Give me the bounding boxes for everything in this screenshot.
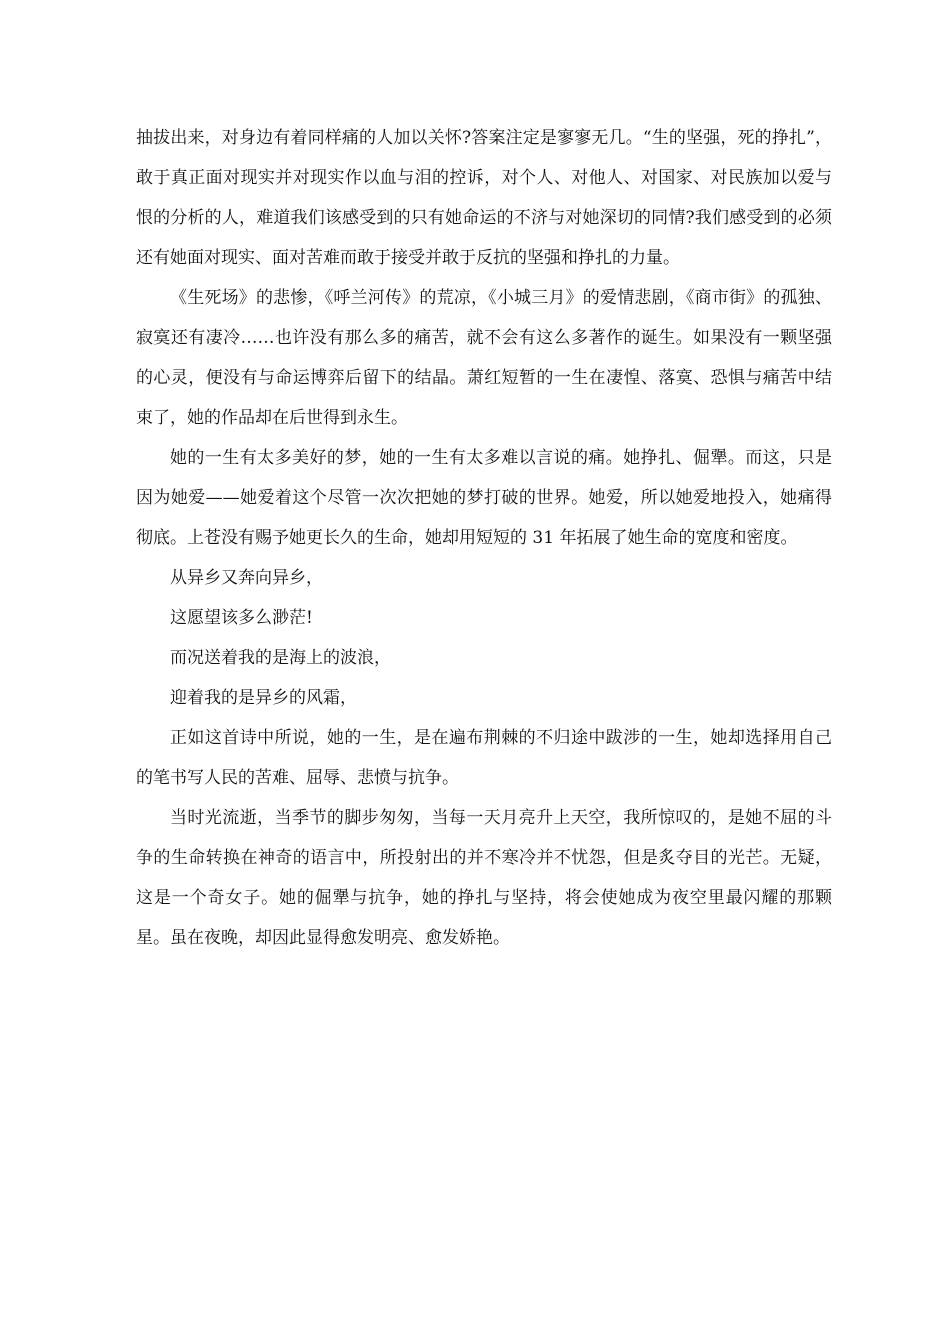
document-body xyxy=(136,118,832,958)
paragraph-poem-comment: 正如这首诗中所说，她的一生，是在遍布荆棘的不归途中跋涉的一生，她却选择用自己的笔书写人民的苦难、屈辱、悲愤与抗争。 xyxy=(136,728,832,788)
paragraph-conclusion: 当时光流逝，当季节的脚步匆匆，当每一天月亮升上天空，我所惊叹的，是她不屈的斗争的生命转换在神奇的语言中，所投射出的并不寒冷并不忧怨，但是炙夺目的光芒。无疑，这是一个奇女子。她的倔犟与抗争，她的挣扎与坚持，将会使她成为夜空里最闪耀的那颗星。虽在夜晚，却因此显得愈发明亮、愈发娇艳。 xyxy=(136,808,832,948)
paragraph-works: 《生死场》的悲惨，《呼兰河传》的荒凉，《小城三月》的爱情悲剧，《商市街》的孤独、寂寞还有凄冷……也许没有那么多的痛苦，就不会有这么多著作的诞生。如果没有一颗坚强的心灵，便没有与命运博弈后留下的结晶。萧红短暂的一生在凄惶、落寞、恐惧与痛苦中结束了，她的作品却在后世得到永生。 xyxy=(136,288,832,428)
poem-line-3: 而况送着我的是海上的波浪， xyxy=(170,648,391,668)
poem-line-2: 这愿望该多么渺茫! xyxy=(170,608,313,628)
paragraph-continuation: 抽拔出来，对身边有着同样痛的人加以关怀?答案注定是寥寥无几。“生的坚强，死的挣扎”，敢于真正面对现实并对现实作以血与泪的控诉，对个人、对他人、对国家、对民族加以爱与恨的分析的人，难道我们该感受到的只有她命运的不济与对她深切的同情?我们感受到的必须还有她面对现实、面对苦难而敢于接受并敢于反抗的坚强和挣扎的力量。 xyxy=(136,128,832,268)
paragraph-dreams: 她的一生有太多美好的梦，她的一生有太多难以言说的痛。她挣扎、倔犟。而这，只是因为她爱——她爱着这个尽管一次次把她的梦打破的世界。她爱，所以她爱地投入，她痛得彻底。上苍没有赐予她更长久的生命，她却用短短的 31 年拓展了她生命的宽度和密度。 xyxy=(136,448,832,548)
poem-line-4: 迎着我的是异乡的风霜， xyxy=(170,688,357,708)
poem-line-1: 从异乡又奔向异乡， xyxy=(170,568,323,588)
